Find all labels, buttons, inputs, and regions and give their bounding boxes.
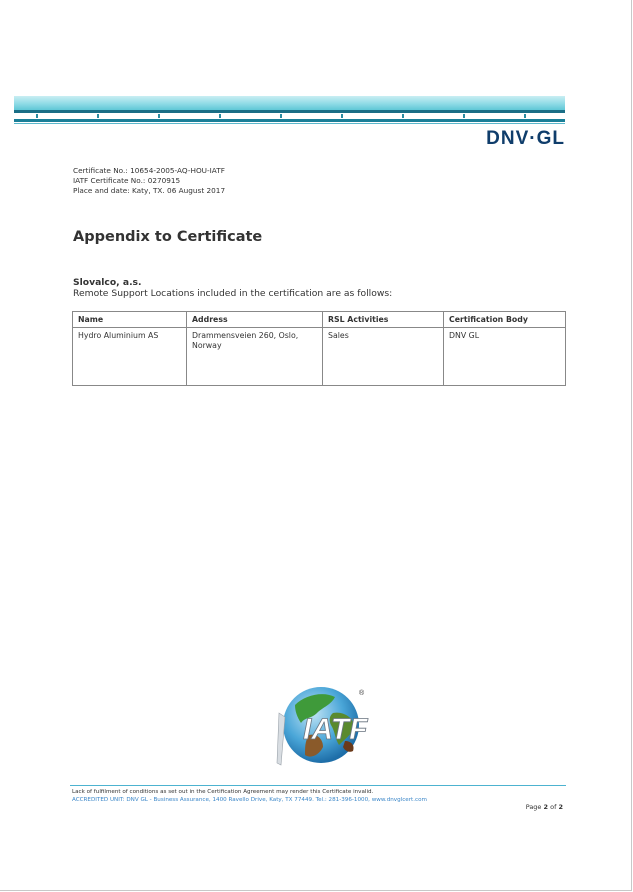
intro-text: Remote Support Locations included in the certification are as follows:: [73, 288, 393, 299]
header-band-light: [14, 96, 565, 110]
certificate-number-value: 10654-2005-AQ-HOU-IATF: [130, 166, 225, 175]
page-title: Appendix to Certificate: [73, 229, 263, 245]
place-date-label: Place and date:: [73, 186, 130, 195]
column-header-address: Address: [187, 312, 323, 328]
header-band-thin-line: [14, 123, 565, 124]
iatf-logo-text: IATF: [303, 713, 368, 746]
cell-rsl-activities: Sales: [323, 328, 444, 386]
cell-name: Hydro Aluminium AS: [73, 328, 187, 386]
column-header-certification-body: Certification Body: [444, 312, 566, 328]
header-band-dark: [14, 110, 565, 113]
cell-certification-body: DNV GL: [444, 328, 566, 386]
column-header-rsl-activities: RSL Activities: [323, 312, 444, 328]
table-header-row: [73, 312, 566, 328]
place-date-value: Katy, TX. 06 August 2017: [132, 186, 226, 195]
cell-address: Drammensveien 260, Oslo, Norway: [187, 328, 323, 386]
page-current: 2: [543, 803, 549, 811]
certificate-info: [73, 166, 225, 196]
column-header-name: Name: [73, 312, 187, 328]
iatf-certificate-number-value: 0270915: [147, 176, 181, 185]
certificate-number-line: [73, 166, 225, 176]
page-total: 2: [558, 803, 563, 811]
page-of: of: [550, 803, 557, 811]
company-name: Slovalco, a.s.: [73, 277, 142, 288]
certificate-number-label: Certificate No.:: [73, 166, 128, 175]
page-number: [526, 803, 563, 811]
iatf-certificate-number-label: IATF Certificate No.:: [73, 176, 146, 185]
rsl-table: [72, 311, 566, 386]
iatf-globe-logo-icon: [265, 683, 370, 771]
page-prefix: Page: [525, 803, 542, 811]
footer-divider: [70, 785, 566, 786]
header-band-line: [14, 119, 565, 122]
iatf-certificate-number-line: [73, 176, 225, 186]
dnv-gl-logo: DNV·GL: [486, 128, 565, 149]
registered-mark: ®: [359, 690, 365, 697]
footer-notice: Lack of fulfilment of conditions as set out in the Certification Agreement may render this Certificate invalid.: [72, 789, 374, 795]
table-row: [73, 328, 566, 386]
header-band-pattern: [14, 114, 565, 118]
place-date-line: [73, 186, 225, 196]
footer-accredited-unit: ACCREDITED UNIT: DNV GL - Business Assurance, 1400 Ravello Drive, Katy, TX 77449. Tel.: 281-396-1000, www.dnvglcert.com: [72, 797, 427, 803]
